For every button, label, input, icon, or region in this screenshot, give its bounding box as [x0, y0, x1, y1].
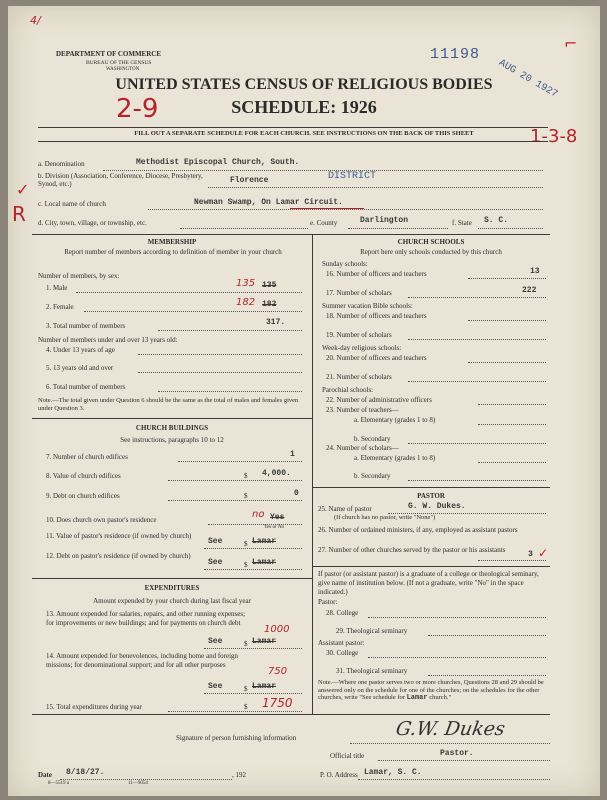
- handwritten-right-number: 1-3-8: [530, 126, 578, 147]
- q11-value: See: [208, 537, 223, 546]
- q13-dollar: $: [244, 640, 248, 648]
- q29-label: 29. Theological seminary: [336, 627, 408, 635]
- buildings-title: CHURCH BUILDINGS: [135, 424, 209, 432]
- instruction-line: FILL OUT A SEPARATE SCHEDULE FOR EACH CHURCH. SEE INSTRUCTIONS ON THE BACK OF THIS SHEET: [134, 130, 474, 137]
- membership-intro: Report number of members according to definition of member in your church: [64, 248, 282, 256]
- handwritten-number: 2-9: [116, 94, 159, 124]
- q1-hand: 135: [236, 278, 256, 289]
- division-label: b. Division (Association, Conference, Diocese, Presbytery, Synod, etc.): [38, 172, 203, 188]
- q23-label: 23. Number of teachers—: [326, 406, 399, 414]
- q14-value: See: [208, 682, 223, 691]
- q13-value: See: [208, 637, 223, 646]
- q31-label: 31. Theological seminary: [336, 667, 408, 675]
- department-label: DEPARTMENT OF COMMERCE: [56, 50, 162, 58]
- stamp-date: AUG 20 1927: [496, 58, 560, 101]
- q15-hand: 1750: [262, 696, 293, 710]
- q18-label: 18. Number of officers and teachers: [326, 312, 427, 320]
- state-label: f. State: [452, 219, 472, 227]
- q20-label: 20. Number of officers and teachers: [326, 354, 427, 362]
- red-check-mark: ✓: [16, 180, 30, 199]
- q14-extra: Lamar: [252, 682, 277, 691]
- q13-extra: Lamar: [252, 637, 277, 646]
- q12-value: See: [208, 558, 223, 567]
- q5-label: 5. 13 years old and over: [46, 364, 114, 372]
- q13-hand: 1000: [264, 624, 290, 635]
- q25-label: 25. Name of pastor: [318, 505, 372, 513]
- q11-extra: Lamar: [252, 537, 277, 546]
- q12-label: 12. Debt on pastor's residence (if owned by church): [46, 552, 191, 560]
- schools-title: CHURCH SCHOOLS: [397, 238, 465, 246]
- signature-label: Signature of person furnishing information: [176, 734, 297, 742]
- q8-label: 8. Value of church edifices: [46, 472, 121, 480]
- print-number: 11—9054: [128, 781, 148, 786]
- po-address-label: P. O. Address: [320, 771, 358, 779]
- q11-label: 11. Value of pastor's residence (if owned by church): [46, 532, 192, 540]
- q23b-label: b. Secondary: [354, 435, 391, 443]
- q21-label: 21. Number of scholars: [326, 373, 392, 381]
- parochial-label: Parochial schools:: [322, 386, 374, 394]
- red-tick-mark: ⌐: [564, 34, 578, 53]
- expenditures-title: EXPENDITURES: [144, 584, 200, 592]
- q2-label: 2. Female: [46, 303, 74, 311]
- church-name-value: Newman Swamp, On Lamar Circuit.: [194, 198, 343, 207]
- q8-dollar: $: [244, 472, 248, 480]
- q6-label: 6. Total number of members: [46, 383, 126, 391]
- form-number: 8—5519 a: [48, 781, 69, 786]
- church-name-label: c. Local name of church: [38, 200, 106, 208]
- official-title-value: Pastor.: [440, 749, 474, 758]
- margin-mark: 4/: [30, 14, 41, 27]
- q12-extra: Lamar: [252, 558, 277, 567]
- q1-typed: 135: [262, 281, 277, 290]
- weekday-label: Week-day religious schools:: [322, 344, 402, 352]
- q8-value: 4,000.: [262, 469, 291, 478]
- q9-dollar: $: [244, 492, 248, 500]
- membership-title: MEMBERSHIP: [147, 238, 197, 246]
- q10-label: 10. Does church own pastor's residence: [46, 516, 157, 524]
- po-address-value: Lamar, S. C.: [364, 768, 422, 777]
- q9-value: 0: [294, 489, 299, 498]
- state-value: S. C.: [484, 216, 509, 225]
- buildings-intro: See instructions, paragraphs 10 to 12: [120, 436, 224, 444]
- by-sex-label: Number of members, by sex:: [38, 272, 120, 280]
- q27-value: 3: [528, 550, 533, 559]
- q27-label: 27. Number of other churches served by the pastor or his assistants: [318, 546, 506, 554]
- signature-handwriting: G.W. Dukes: [394, 718, 507, 740]
- q25-value: G. W. Dukes.: [408, 502, 466, 511]
- q14-dollar: $: [244, 685, 248, 693]
- q11-dollar: $: [244, 540, 248, 548]
- q9-label: 9. Debt on church edifices: [46, 492, 120, 500]
- pastor-note: Note.—Where one pastor serves two or more churches, Questions 28 and 29 should be answered only on the schedule for one of the churches; on the schedules for the other churches, write "See schedule for Lamar church.": [318, 679, 544, 702]
- schools-intro: Report here only schools conducted by this church: [360, 248, 502, 256]
- division-value: Florence: [230, 176, 269, 185]
- year-label: , 192: [232, 771, 246, 779]
- q12-dollar: $: [244, 561, 248, 569]
- q17-value: 222: [522, 286, 537, 295]
- expenditures-intro: Amount expended by your church during last fiscal year: [93, 597, 251, 605]
- pastor-title: PASTOR: [417, 492, 445, 500]
- county-label: e. County: [310, 219, 338, 227]
- under-over-label: Number of members under and over 13 years old:: [38, 336, 178, 344]
- q7-value: 1: [290, 450, 295, 459]
- q17-label: 17. Number of scholars: [326, 289, 392, 297]
- city-label: d. City, town, village, or township, etc.: [38, 219, 147, 227]
- q25-hint: (If church has no pastor, write "None"): [334, 514, 436, 521]
- q30-label: 30. College: [326, 649, 359, 657]
- q24-label: 24. Number of scholars—: [326, 444, 399, 452]
- q3-label: 3. Total number of members: [46, 322, 126, 330]
- red-r-mark: R: [12, 202, 26, 226]
- q10-value: Yes: [270, 513, 285, 522]
- q13-label: 13. Amount expended for salaries, repairs, and other running expenses; for improvements or new buildings; and for payments on church debt: [46, 610, 246, 627]
- q28-label: 28. College: [326, 609, 359, 617]
- q10-hint: Yes or No: [264, 525, 285, 530]
- q16-label: 16. Number of officers and teachers: [326, 270, 427, 278]
- q15-label: 15. Total expenditures during year: [46, 703, 142, 711]
- membership-note: Note.—The total given under Question 6 should be the same as the total of males and females given under Question 3.: [38, 397, 299, 412]
- q15-dollar: $: [244, 703, 248, 711]
- form-title: UNITED STATES CENSUS OF RELIGIOUS BODIES: [115, 76, 493, 93]
- city-label: WASHINGTON: [106, 67, 140, 72]
- denomination-label: a. Denomination: [38, 160, 85, 168]
- q26-label: 26. Number of ordained ministers, if any, employed as assistant pastors: [318, 526, 518, 534]
- date-label: Date: [38, 771, 52, 779]
- q2-hand: 182: [236, 297, 256, 308]
- assistant-sub-label: Assistant pastor:: [318, 639, 365, 647]
- q14-label: 14. Amount expended for benevolences, including home and foreign missions; for denominational support; and for all other purposes: [46, 652, 239, 669]
- county-value: Darlington: [360, 216, 409, 225]
- q23a-label: a. Elementary (grades 1 to 8): [354, 416, 436, 424]
- q24a-label: a. Elementary (grades 1 to 8): [354, 454, 436, 462]
- q10-hand: no: [252, 509, 265, 520]
- q14-hand: 750: [268, 666, 288, 677]
- q1-label: 1. Male: [46, 284, 68, 292]
- q24b-label: b. Secondary: [354, 472, 391, 480]
- q2-typed: 182: [262, 300, 277, 309]
- q19-label: 19. Number of scholars: [326, 331, 392, 339]
- q3-value: 317.: [266, 318, 286, 327]
- official-title-label: Official title: [330, 752, 365, 760]
- q7-label: 7. Number of church edifices: [46, 453, 128, 461]
- pastor-sub-label: Pastor:: [318, 598, 338, 606]
- q22-label: 22. Number of administrative officers: [326, 396, 432, 404]
- district-stamp: DISTRICT: [328, 171, 377, 182]
- stamp-number: 11198: [430, 46, 481, 63]
- census-schedule-sheet: [8, 6, 600, 796]
- bureau-label: BUREAU OF THE CENSUS: [86, 60, 152, 66]
- form-subtitle: SCHEDULE: 1926: [231, 97, 377, 117]
- q16-value: 13: [530, 267, 540, 276]
- q4-label: 4. Under 13 years of age: [46, 346, 115, 354]
- sunday-label: Sunday schools:: [322, 260, 368, 268]
- q27-check: ✓: [538, 546, 549, 560]
- denomination-value: Methodist Episcopal Church, South.: [136, 158, 300, 167]
- date-value: 8/18/27.: [66, 768, 105, 777]
- summer-label: Summer vacation Bible schools:: [322, 302, 413, 310]
- graduate-instruction: If pastor (or assistant pastor) is a graduate of a college or theological seminary, give name of institution below. (If not a graduate, write "No" in the space indicated.): [318, 570, 539, 596]
